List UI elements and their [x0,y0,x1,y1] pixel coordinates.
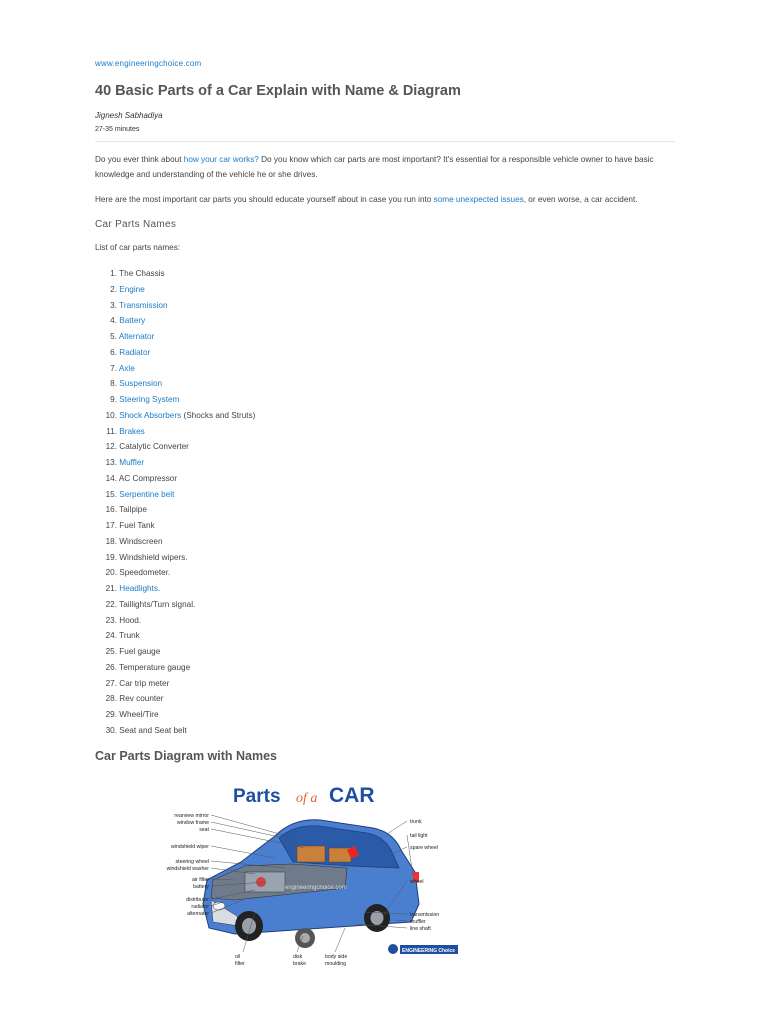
car-diagram-svg [115,776,475,971]
list-number: 8. [110,379,117,389]
part-name: Tailpipe [119,505,147,515]
parts-list-item [95,660,255,676]
list-number: 16. [105,505,117,515]
part-name: Trunk [119,631,140,641]
left-labels [167,813,210,917]
part-link[interactable]: Headlights. [119,584,161,593]
intro-text: Here are the most important car parts you should educate yourself about in case you run into [95,195,434,204]
divider [95,141,675,142]
diagram-title-parts: Parts [233,786,281,807]
parts-list-item [95,361,255,377]
author-name: Jignesh Sabhadiya [95,111,163,120]
list-number: 17. [105,521,117,530]
list-number: 3. [110,300,117,310]
part-name: Wheel/Tire [119,710,159,719]
page-title: 40 Basic Parts of a Car Explain with Name & Diagram [95,83,461,99]
list-number: 25. [105,647,117,656]
parts-list-item [95,723,255,739]
bottom-labels [235,954,347,967]
parts-list-item [95,455,255,471]
car-illustration [203,820,419,948]
list-number: 23. [105,615,117,625]
part-link[interactable]: Transmission [119,300,168,310]
parts-list-item [95,597,255,613]
part-note: (Shocks and Struts) [181,410,256,420]
list-number: 20. [105,568,117,578]
list-number: 30. [105,725,117,735]
part-name: Windshield wipers. [119,552,188,562]
part-name: Fuel Tank [119,521,155,530]
list-number: 28. [105,694,117,704]
logo-text: ENGINEERING Choice [402,948,456,954]
how-car-works-link[interactable]: how your car works? [183,155,259,164]
part-link[interactable]: Engine [119,284,145,294]
diagram-watermark: engineeringchoice.com [285,885,347,891]
part-name: Speedometer. [119,568,171,578]
intro-text: Do you know which car parts are most important? It's essential for a responsible vehicle owner to have basic knowledge and understanding of the vehicle he or she drives. [95,155,654,179]
parts-list-item [95,313,255,329]
label-muffler: muffler [410,919,426,925]
parts-list-item [95,518,255,534]
diagram-title-ofa: of a [296,791,318,806]
parts-list-item [95,408,255,424]
list-number: 12. [105,442,117,452]
label-air-filter: air filter [191,877,209,883]
list-number: 18. [105,536,117,546]
parts-list-item [95,424,255,440]
list-number: 14. [105,473,117,483]
label-spare-wheel: spare wheel [410,845,438,851]
part-name: Windscreen [119,536,163,546]
parts-list-item [95,471,255,487]
parts-list-item [95,392,255,408]
parts-list-item [95,376,255,392]
list-number: 2. [110,284,117,294]
label-line-shaft: line shaft [410,926,431,932]
parts-list-item [95,329,255,345]
parts-list-item [95,266,255,282]
label-brake: brake [293,961,306,967]
part-name: Catalytic Converter [119,442,189,452]
list-number: 27. [105,678,117,688]
list-number: 22. [105,599,117,609]
unexpected-issues-link[interactable]: some unexpected issues [433,195,524,204]
parts-list-item [95,534,255,550]
intro-text: , or even worse, a car accident. [523,195,638,204]
part-name: Seat and Seat belt [119,725,187,735]
part-link[interactable]: Muffler [119,458,145,467]
list-number: 4. [110,316,117,326]
label-windshield-washer: windshield washer [166,866,209,872]
car-parts-diagram [115,776,475,971]
read-time: 27-35 minutes [95,126,140,133]
label-body-side: body side [325,954,348,960]
parts-list-item [95,487,255,503]
list-number: 21. [105,584,117,593]
list-number: 6. [110,347,117,357]
diagram-heading: Car Parts Diagram with Names [95,749,278,763]
list-number: 19. [105,552,117,562]
parts-list-item [95,707,255,723]
intro-paragraph-2 [95,192,675,207]
label-radiator: radiator [191,904,209,910]
engineering-choice-logo [388,944,458,954]
part-name: The Chassis [119,269,165,278]
label-wheel: wheel [410,879,424,885]
list-number: 11. [106,426,117,436]
label-distributor: distributor [186,897,209,903]
label-battery: battery [193,884,209,890]
parts-list-item [95,581,255,597]
label-oil: oil [235,954,241,960]
label-disk: disk [293,954,303,960]
part-name: Rev counter [119,694,164,704]
part-link[interactable]: Shock Absorbers [119,410,182,420]
site-url-link[interactable]: www.engineeringchoice.com [95,59,202,68]
parts-list-item [95,644,255,660]
parts-list-item [95,628,255,644]
parts-list-item [95,691,255,707]
part-name: Taillights/Turn signal. [119,599,196,609]
part-name: Temperature gauge [119,662,191,672]
parts-list-item [95,613,255,629]
intro-text: Do you ever think about [95,155,184,164]
list-number: 1. [110,269,117,278]
part-link[interactable]: Axle [118,363,135,373]
label-windshield-wiper: windshield wiper [170,844,209,850]
parts-list-item [95,298,255,314]
parts-list-item [95,550,255,566]
parts-list-item [95,345,255,361]
part-link[interactable]: Suspension [119,379,163,389]
part-link[interactable]: Brakes [119,426,145,436]
label-filter: filter [235,961,245,967]
car-parts-names-heading: Car Parts Names [95,219,177,230]
list-number: 13. [105,458,117,467]
list-number: 15. [105,489,117,499]
list-intro: List of car parts names: [95,243,181,252]
label-window-frame: window frame [176,820,209,826]
parts-list [95,266,255,739]
part-name: Hood. [119,615,142,625]
diagram-title-car: CAR [329,784,375,807]
part-name: Car trip meter [119,678,170,688]
list-number: 5. [110,332,117,341]
label-moulding: moulding [325,961,347,967]
part-name: Fuel gauge [119,647,161,656]
list-number: 7. [110,363,117,373]
label-rearview-mirror: rearview mirror [174,813,209,819]
parts-list-item [95,565,255,581]
label-steering-wheel: steering wheel [175,859,209,865]
part-link[interactable]: Battery [119,316,146,326]
list-number: 10. [105,410,117,420]
label-tail-light: tail light [410,833,428,839]
parts-list-item [95,676,255,692]
label-alternator: alternator [187,911,209,917]
part-link[interactable]: Alternator [118,332,155,341]
part-name: AC Compressor [118,473,178,483]
label-seat: seat [199,827,209,833]
list-number: 29. [105,710,117,719]
label-transmission: transmission [410,912,440,918]
list-number: 9. [110,395,117,404]
parts-list-item [95,502,255,518]
label-trunk: trunk [410,819,422,825]
part-link[interactable]: Serpentine belt [119,489,175,499]
intro-paragraph-1 [95,152,675,182]
list-number: 24. [105,631,117,641]
part-link[interactable]: Radiator [119,347,151,357]
part-link[interactable]: Steering System [119,395,180,404]
parts-list-item [95,282,255,298]
list-number: 26. [105,662,117,672]
parts-list-item [95,439,255,455]
